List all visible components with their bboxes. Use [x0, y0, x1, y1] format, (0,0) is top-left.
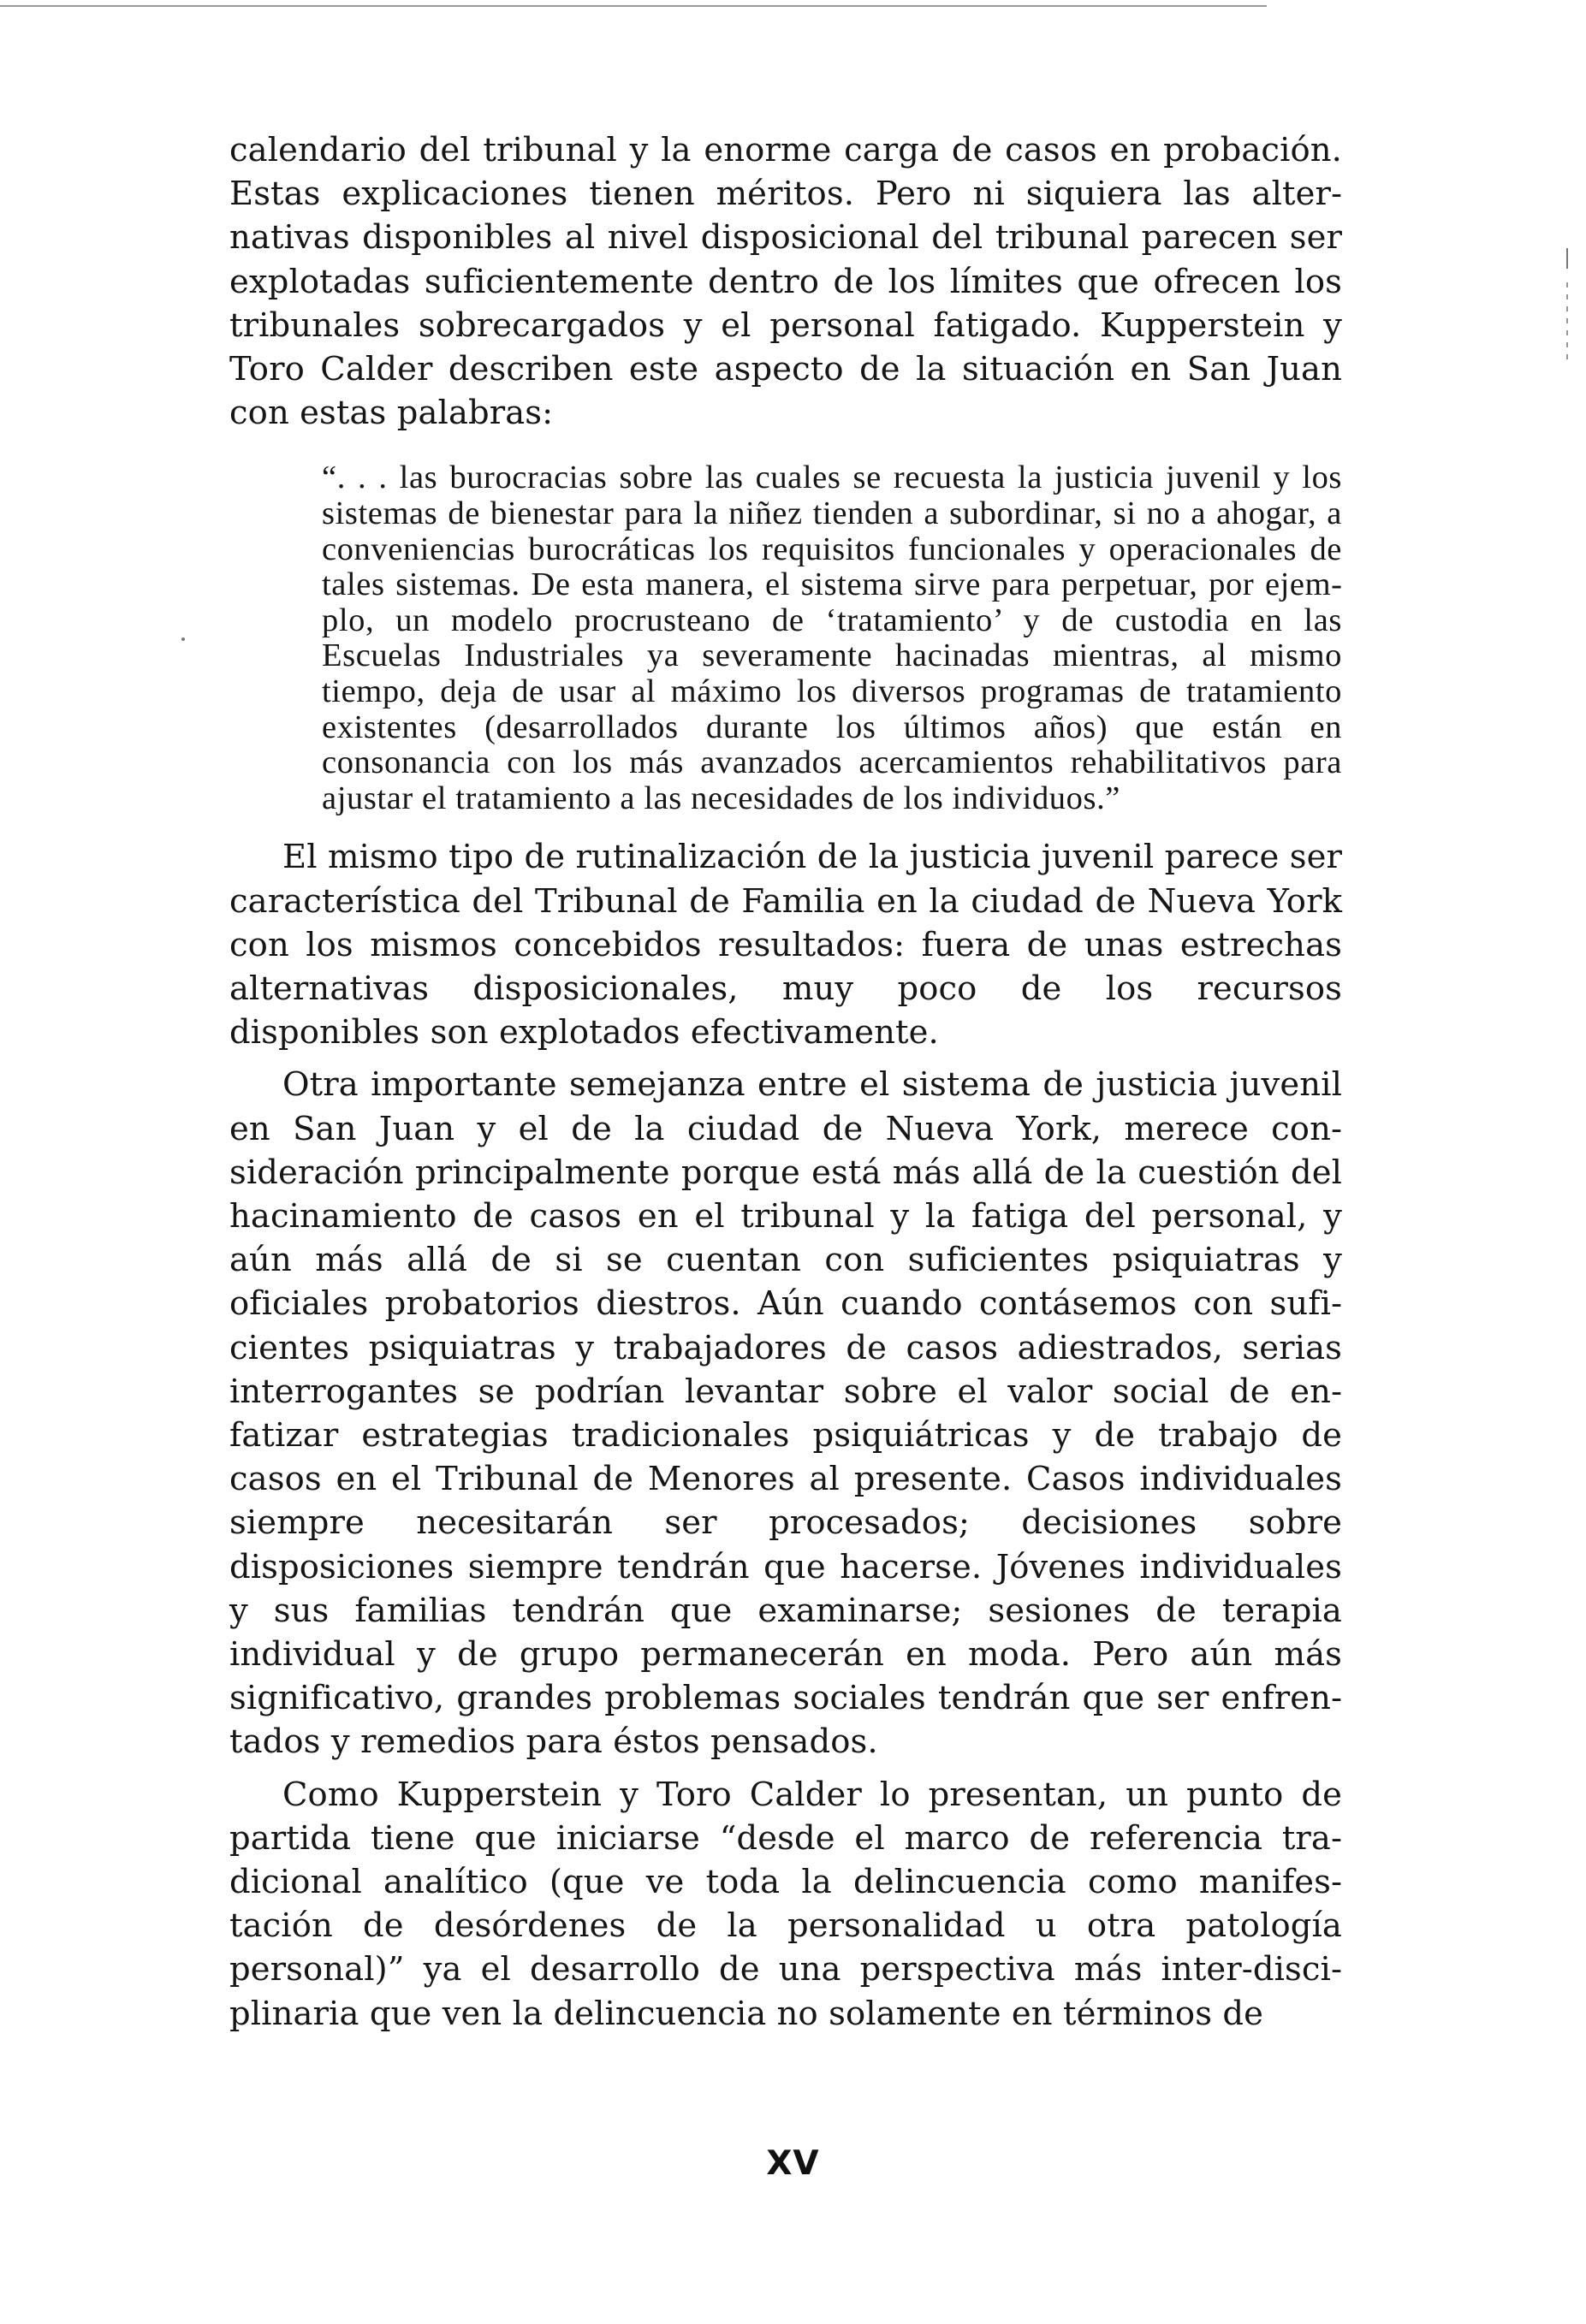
scan-top-rule-dashes — [0, 5, 171, 7]
page-number: XV — [766, 2144, 820, 2183]
scan-speck — [1566, 248, 1568, 269]
page-body — [229, 128, 1342, 2036]
paragraph: Como Kupperstein y Toro Calder lo presentan, un punto de partida tiene que iniciarse “desde el marco de referencia tradicional analítico (que ve toda la delincuencia como manifestación de desórdenes de la personalidad u otra patología personal)” ya el desarrollo de una perspectiva más inter-disciplinaria que ven la delincuencia no solamente en términos de — [229, 1775, 1342, 2033]
paragraph: calendario del tribunal y la enorme carga de casos en probación. Estas explicaciones tienen méritos. Pero ni siquiera las alternativas disponibles al nivel disposicional del tribunal parecen ser explotadas suficientemente dentro de los límites que ofrecen los tribunales sobrecargados y el personal fatigado. Kupperstein y Toro Calder describen este aspecto de la situación en San Juan con estas palabras: — [229, 131, 1342, 433]
paragraph: El mismo tipo de rutinalización de la justicia juvenil parece ser característica del Tribunal de Familia en la ciudad de Nueva York con los mismos concebidos resultados: fuera de unas estrechas alternativas disposicionales, muy poco de los recursos disponibles son explotados efectivamente. — [229, 838, 1342, 1052]
scan-top-rule — [0, 5, 1267, 7]
scan-speck — [1566, 282, 1568, 359]
block-quote: “. . . las burocracias sobre las cuales se recuesta la justicia juvenil y los sistemas de bienestar para la niñez tienden a subordinar, si no a ahogar, a conveniencias burocráticas los requisitos funcionales y operacionales de tales sistemas. De esta manera, el sistema sirve para perpetuar, por ejemplo, un modelo procrusteano de ‘tratamiento’ y de custodia en las Escuelas Industriales ya severamente hacinadas mientras, al mismo tiempo, deja de usar al máximo los diversos programas de tratamiento existentes (desarrollados durante los últimos años) que están en consonancia con los más avanzados acercamientos rehabilitativos para ajustar el tratamiento a las necesidades de los individuos.” — [322, 459, 1342, 816]
paragraph: Otra importante semejanza entre el sistema de justicia juvenil en San Juan y el de la ciudad de Nueva York, merece consideración principalmente porque está más allá de la cuestión del hacinamiento de casos en el tribunal y la fatiga del personal, y aún más allá de si se cuentan con suficientes psiquiatras y oficiales probatorios diestros. Aún cuando contásemos con suficientes psiquiatras y trabajadores de casos adiestrados, serias interrogantes se podrían levantar sobre el valor social de enfatizar estrategias tradicionales psiquiátricas y de trabajo de casos en el Tribunal de Menores al presente. Casos individuales siempre necesitarán ser procesados; decisiones sobre disposiciones siempre tendrán que hacerse. Jóvenes individuales y sus familias tendrán que examinarse; sesiones de terapia individual y de grupo permanecerán en moda. Pero aún más significativo, grandes problemas sociales tendrán que ser enfrentados y remedios para éstos pensados. — [229, 1065, 1342, 1762]
scan-speck — [181, 637, 185, 641]
